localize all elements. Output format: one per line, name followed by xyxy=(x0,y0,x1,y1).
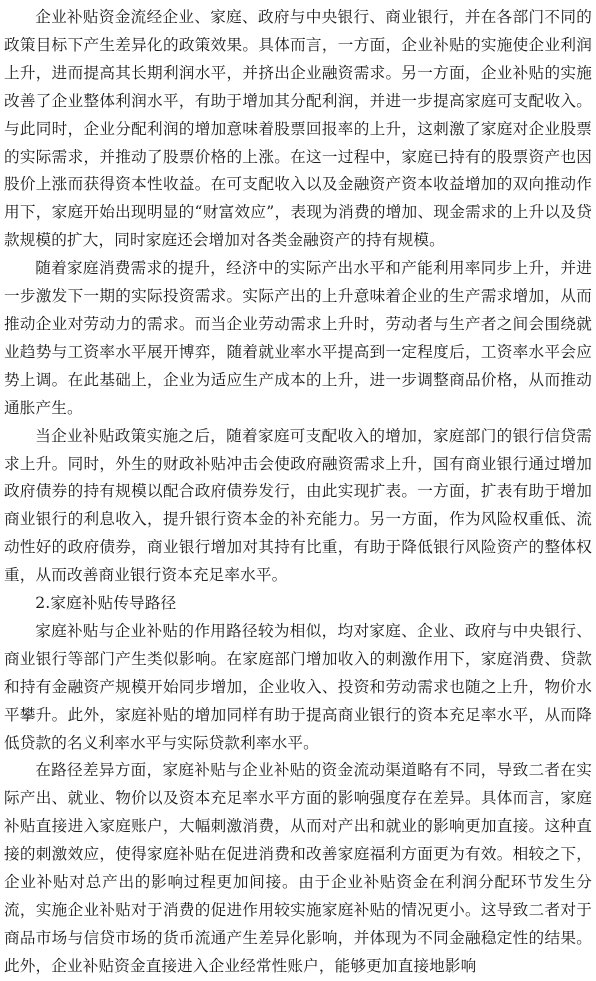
section-heading: 2.家庭补贴传导路径 xyxy=(35,594,177,613)
paragraph-enterprise-subsidy-flow: 企业补贴资金流经企业、家庭、政府与中央银行、商业银行，并在各部门不同的政策目标下产生差异化的政策效果。具体而言，一方面，企业补贴的实施使企业利润上升，进而提高其长期利润水平，并挤出企业融资需求。另一方面，企业补贴的实施改善了企业整体利润水平，有助于增加其分配利润，并进一步提高家庭可支配收入。与此同时，企业分配利润的增加意味着股票回报率的上升，这刺激了家庭对企业股票的实际需求，并推动了股票价格的上涨。在这一过程中，家庭已持有的股票资产也因股价上涨而获得资本性收益。在可支配收入以及金融资产资本收益增加的双向推动作用下，家庭开始出现明显的“财富效应”，表现为消费的增加、现金需求的上升以及贷款规模的扩大，同时家庭还会增加对各类金融资产的持有规模。 xyxy=(4,8,592,250)
document-body xyxy=(4,4,592,981)
paragraph-bank-credit: 当企业补贴政策实施之后，随着家庭可支配收入的增加，家庭部门的银行信贷需求上升。同时，外生的财政补贴冲击会使政府融资需求上升，国有商业银行通过增加政府债券的持有规模以配合政府债券发行，由此实现扩表。一方面，扩表有助于增加商业银行的利息收入，提升银行资本金的补充能力。另一方面，作为风险权重低、流动性好的政府债券，商业银行增加对其持有比重，有助于降低银行风险资产的整体权重，从而改善商业银行资本充足率水平。 xyxy=(4,426,592,585)
paragraph-household-subsidy-path: 家庭补贴与企业补贴的作用路径较为相似，均对家庭、企业、政府与中央银行、商业银行等部门产生类似影响。在家庭部门增加收入的刺激作用下，家庭消费、贷款和持有金融资产规模开始同步增加，企业收入、投资和劳动需求也随之上升，物价水平攀升。此外，家庭补贴的增加同样有助于提高商业银行的资本充足率水平，从而降低贷款的名义利率水平与实际贷款利率水平。 xyxy=(4,621,592,752)
paragraph-consumption-demand: 随着家庭消费需求的提升，经济中的实际产出水平和产能利用率同步上升，并进一步激发下一期的实际投资需求。实际产出的上升意味着企业的生产需求增加，从而推动企业对劳动力的需求。而当企业劳动需求上升时，劳动者与生产者之间会围绕就业趋势与工资率水平展开博弈，随着就业率水平提高到一定程度后，工资率水平会应势上调。在此基础上，企业为适应生产成本的上升，进一步调整商品价格，从而推动通胀产生。 xyxy=(4,259,592,417)
paragraph-path-differences: 在路径差异方面，家庭补贴与企业补贴的资金流动渠道略有不同，导致二者在实际产出、就业、物价以及资本充足率水平方面的影响强度存在差异。具体而言，家庭补贴直接进入家庭账户，大幅刺激消费，从而对产出和就业的影响更加直接。这种直接的刺激效应，使得家庭补贴在促进消费和改善家庭福利方面更为有效。相较之下，企业补贴对总产出的影响过程更加间接。由于企业补贴资金在利润分配环节发生分流，实施企业补贴对于消费的促进作用较实施家庭补贴的情况更小。这导致二者对于商品市场与信贷市场的货币流通产生差异化影响，并体现为不同金融稳定性的结果。此外，企业补贴资金直接进入企业经常性账户，能够更加直接地影响 xyxy=(4,761,592,975)
